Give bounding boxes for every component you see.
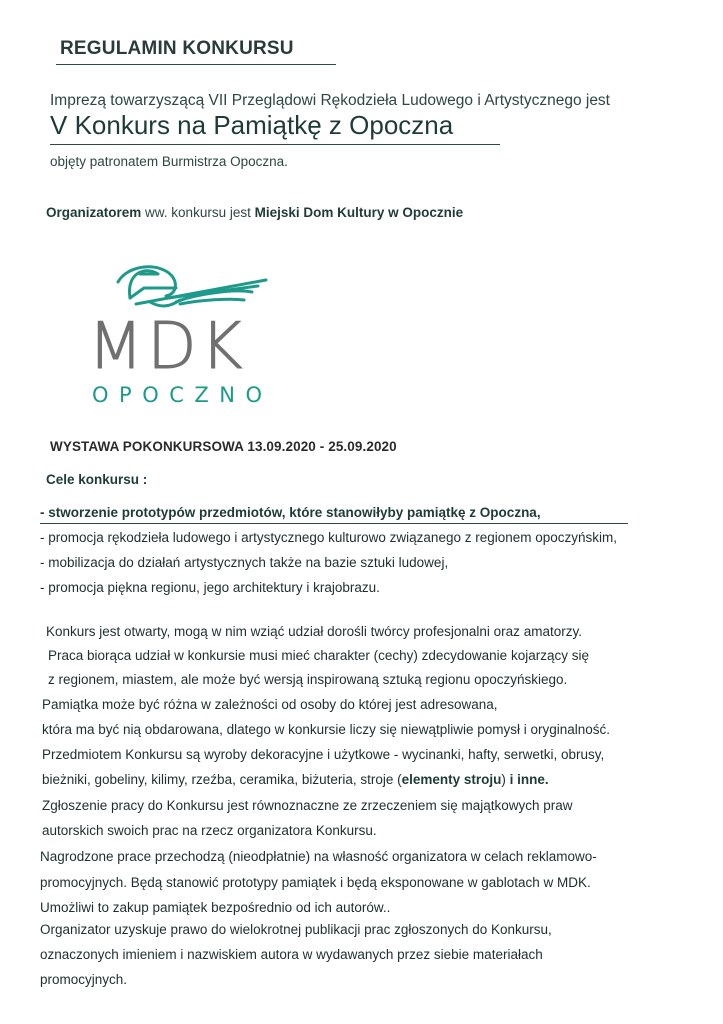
body-line: Umożliwi to zakup pamiątek bezpośrednio od ich autorów..: [40, 900, 391, 915]
goals-title: Cele konkursu :: [46, 472, 148, 487]
goal-item: - stworzenie prototypów przedmiotów, które stanowiłyby pamiątkę z Opoczna,: [40, 505, 541, 520]
body-line-text: bieżniki, gobeliny, kilimy, rzeźba, ceramika, biżuteria, stroje (: [42, 772, 402, 787]
body-line: Zgłoszenie pracy do Konkursu jest równoznaczne ze zrzeczeniem się majątkowych praw: [42, 798, 573, 813]
contest-title-underline: [50, 144, 500, 145]
body-line: Konkurs jest otwarty, mogą w nim wziąć udział dorośli twórcy profesjonalni oraz amatorzy.: [46, 624, 582, 639]
body-line: Pamiątka może być różna w zależności od osoby do której jest adresowana,: [42, 697, 498, 712]
organizer-line: [46, 205, 463, 220]
body-line: Nagrodzone prace przechodzą (nieodpłatnie) na własność organizatora w celach reklamowo-: [40, 849, 597, 864]
bold-other: i inne.: [505, 772, 549, 787]
heading-underline: [56, 64, 336, 65]
body-line: promocyjnych.: [40, 972, 128, 987]
logo-city: OPOCZNO: [92, 383, 273, 407]
body-line: Przedmiotem Konkursu są wyroby dekoracyjne i użytkowe - wycinanki, hafty, serwetki, obrusy,: [42, 747, 605, 762]
mdk-logo: [80, 258, 280, 418]
patronage-line: objęty patronatem Burmistrza Opoczna.: [50, 154, 288, 169]
body-line: Organizator uzyskuje prawo do wielokrotnej publikacji prac zgłoszonych do Konkursu,: [40, 922, 552, 937]
goal-item: - mobilizacja do działań artystycznych także na bazie sztuki ludowej,: [40, 555, 449, 570]
logo-name: MDK: [88, 310, 247, 384]
pegasus-icon: [118, 267, 266, 306]
goal-item: - promocja piękna regionu, jego architektury i krajobrazu.: [40, 580, 380, 595]
exhibition-dates: WYSTAWA POKONKURSOWA 13.09.2020 - 25.09.2020: [50, 439, 397, 454]
document-heading: REGULAMIN KONKURSU: [60, 38, 294, 59]
goal-item: - promocja rękodzieła ludowego i artystycznego kulturowo związanego z regionem opoczyńskim,: [40, 530, 618, 545]
contest-title: V Konkurs na Pamiątkę z Opoczna: [50, 110, 454, 140]
intro-line: Imprezą towarzyszącą VII Przeglądowi Rękodzieła Ludowego i Artystycznego jest: [50, 92, 610, 109]
body-line: z regionem, miastem, ale może być wersją inspirowaną sztuką regionu opoczyńskiego.: [48, 672, 568, 687]
body-line: oznaczonych imieniem i nazwiskiem autora w wydawanych przez siebie materiałach: [40, 947, 543, 962]
body-line: [42, 772, 549, 787]
organizer-name: Miejski Dom Kultury w Opocznie: [254, 205, 464, 220]
body-line: która ma być nią obdarowana, dlatego w konkursie liczy się niewątpliwie pomysł i oryginalność.: [42, 722, 611, 737]
organizer-label: Organizatorem: [46, 205, 142, 220]
body-line: Praca biorąca udział w konkursie musi mieć charakter (cechy) zdecydowanie kojarzący się: [48, 648, 589, 663]
body-line: autorskich swoich prac na rzecz organizatora Konkursu.: [42, 823, 377, 838]
body-line: promocyjnych. Będą stanowić prototypy pamiątek i będą eksponowane w gablotach w MDK.: [40, 875, 591, 890]
bold-elements: elementy stroju: [401, 772, 502, 787]
goal-underline: [40, 523, 628, 524]
organizer-text: ww. konkursu jest: [145, 205, 251, 220]
close-paren: ): [501, 772, 506, 787]
